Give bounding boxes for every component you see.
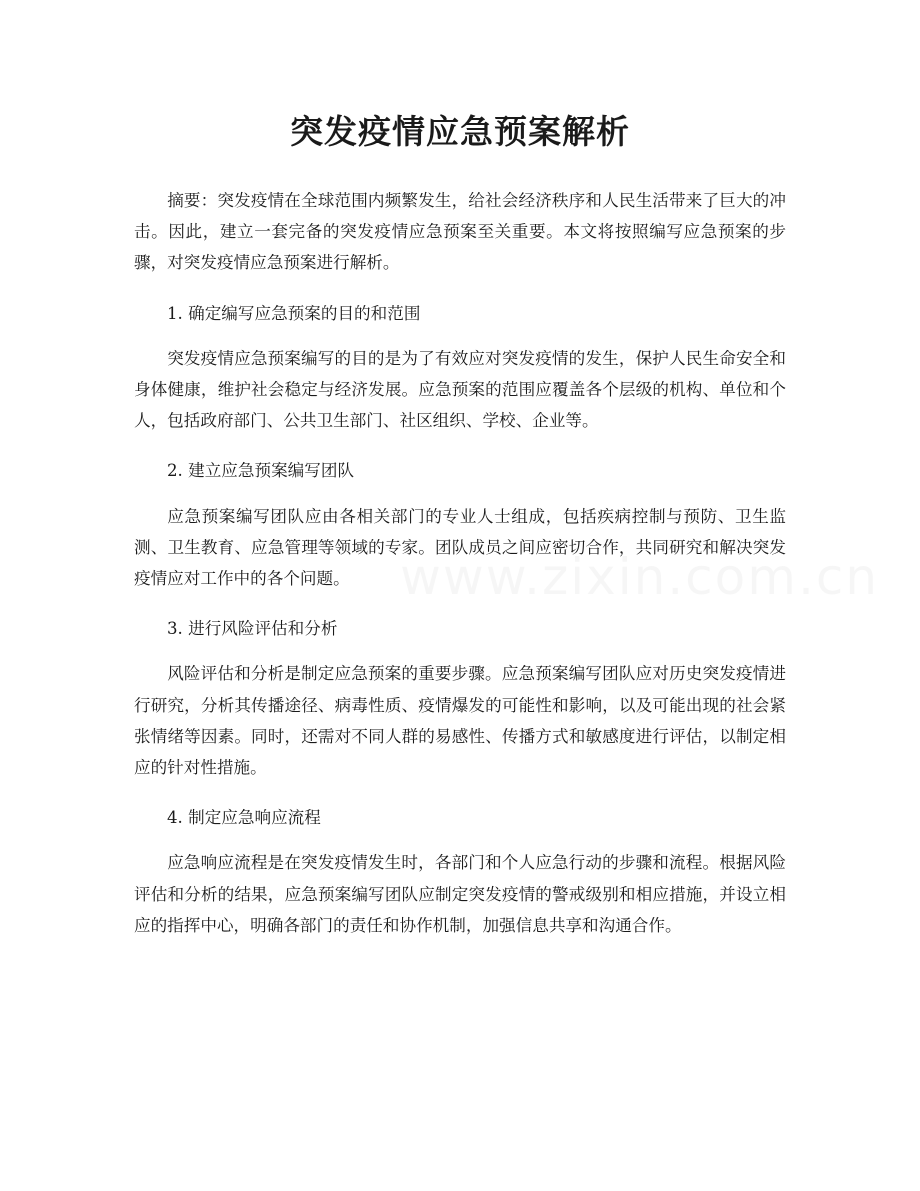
section-heading-1: 1. 确定编写应急预案的目的和范围 [167,303,421,323]
section-heading-3: 3. 进行风险评估和分析 [167,619,338,639]
section-heading-4: 4. 制定应急响应流程 [167,808,321,828]
section-heading-2: 2. 建立应急预案编写团队 [167,461,355,481]
section-body-3: 风险评估和分析是制定应急预案的重要步骤。应急预案编写团队应对历史突发疫情进行研究，分析其传播途径、病毒性质、疫情爆发的可能性和影响，以及可能出现的社会紧张情绪等因素。同时，还需对不同人群的易感性、传播方式和敏感度进行评估，以制定相应的针对性措施。 [134,664,786,778]
abstract-paragraph: 摘要：突发疫情在全球范围内频繁发生，给社会经济秩序和人民生活带来了巨大的冲击。因此，建立一套完备的突发疫情应急预案至关重要。本文将按照编写应急预案的步骤，对突发疫情应急预案进行解析。 [134,191,786,273]
spacer [134,783,786,802]
section-body-1: 突发疫情应急预案编写的目的是为了有效应对突发疫情的发生，保护人民生命安全和身体健康，维护社会稳定与经济发展。应急预案的范围应覆盖各个层级的机构、单位和个人，包括政府部门、公共卫生部门、社区组织、学校、企业等。 [134,348,786,431]
section-body-2: 应急预案编写团队应由各相关部门的专业人士组成，包括疾病控制与预防、卫生监测、卫生教育、应急管理等领域的专家。团队成员之间应密切合作，共同研究和解决突发疫情应对工作中的各个问题。 [134,506,786,589]
spacer [134,644,786,658]
document-body [134,185,786,941]
spacer [134,436,786,455]
document-title: 突发疫情应急预案解析 [290,112,630,151]
spacer [134,329,786,343]
spacer [134,487,786,501]
spacer [134,833,786,847]
section-body-4: 应急响应流程是在突发疫情发生时，各部门和个人应急行动的步骤和流程。根据风险评估和分析的结果，应急预案编写团队应制定突发疫情的警戒级别和相应措施，并设立相应的指挥中心，明确各部门的责任和协作机制，加强信息共享和沟通合作。 [134,853,786,935]
spacer [134,279,786,298]
spacer [134,594,786,613]
